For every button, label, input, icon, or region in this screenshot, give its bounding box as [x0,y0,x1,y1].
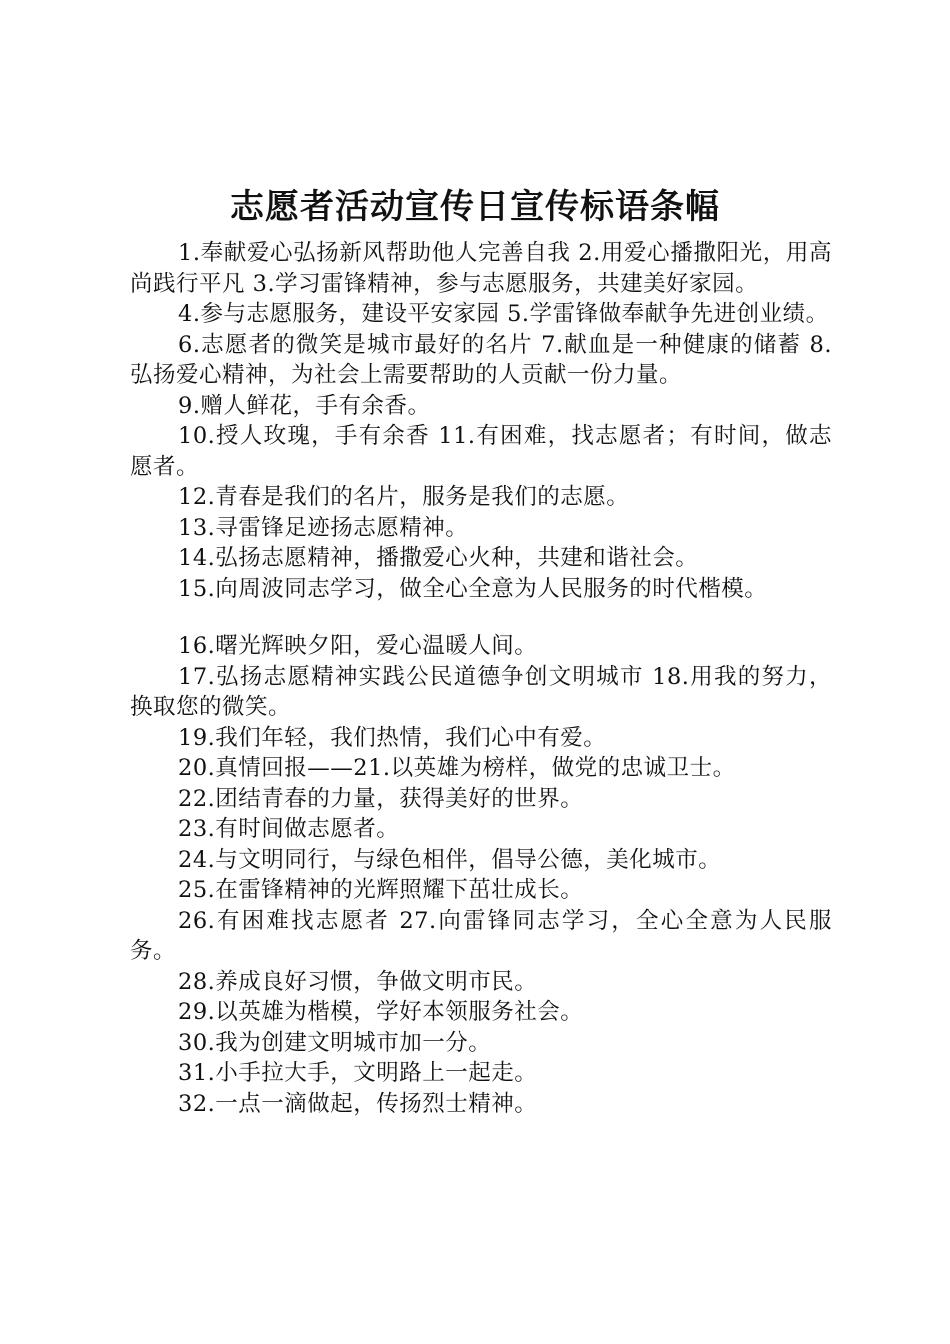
slogan-paragraph-16: 24.与文明同行，与绿色相伴，倡导公德，美化城市。 [178,846,722,873]
slogan-paragraph-8: 14.弘扬志愿精神，播撒爱心火种，共建和谐社会。 [178,545,699,571]
slogan-paragraph-21: 30.我为创建文明城市加一分。 [178,1029,492,1056]
slogan-paragraph-1: 1.奉献爱心弘扬新风帮助他人完善自我 2.用爱心播撒阳光，用高尚践行平凡 3.学习雷锋精神，参与志愿服务，共建美好家园。 [130,240,832,297]
slogan-paragraph-22: 31.小手拉大手，文明路上一起走。 [178,1060,538,1086]
slogan-paragraph-9: 15.向周波同志学习，做全心全意为人民服务的时代楷模。 [178,575,768,602]
slogan-paragraph-7: 13.寻雷锋足迹扬志愿精神。 [178,514,469,541]
slogan-paragraph-3: 6.志愿者的微笑是城市最好的名片 7.献血是一种健康的储蓄 8.弘扬爱心精神，为社会上需要帮助的人贡献一份力量。 [130,331,832,388]
slogan-paragraph-10: 16.曙光辉映夕阳，爱心温暖人间。 [178,633,538,659]
slogan-paragraph-23: 32.一点一滴做起，传扬烈士精神。 [178,1090,538,1117]
slogan-paragraph-4: 9.赠人鲜花，手有余香。 [178,392,431,419]
page-title: 志愿者活动宣传日宣传标语条幅 [230,187,720,227]
slogan-paragraph-18: 26.有困难找志愿者 27.向雷锋同志学习，全心全意为人民服务。 [130,907,832,964]
slogan-paragraph-12: 19.我们年轻，我们热情，我们心中有爱。 [178,724,607,751]
slogan-paragraph-15: 23.有时间做志愿者。 [178,816,400,842]
slogan-paragraph-20: 29.以英雄为楷模，学好本领服务社会。 [178,999,584,1025]
paragraph-gap [130,604,832,631]
slogan-paragraph-5: 10.授人玫瑰，手有余香 11.有困难，找志愿者；有时间，做志愿者。 [130,423,832,480]
slogan-paragraph-13: 20.真情回报——21.以英雄为榜样，做党的忠诚卫士。 [178,755,736,781]
slogan-paragraph-6: 12.青春是我们的名片，服务是我们的志愿。 [178,484,630,510]
document-body [130,238,832,1119]
slogan-paragraph-17: 25.在雷锋精神的光辉照耀下茁壮成长。 [178,877,584,903]
slogan-paragraph-14: 22.团结青春的力量，获得美好的世界。 [178,785,584,812]
slogan-paragraph-2: 4.参与志愿服务，建设平安家园 5.学雷锋做奉献争先进创业绩。 [178,301,829,327]
slogan-paragraph-11: 17.弘扬志愿精神实践公民道德争创文明城市 18.用我的努力，换取您的微笑。 [130,663,832,720]
slogan-paragraph-19: 28.养成良好习惯，争做文明市民。 [178,968,538,995]
